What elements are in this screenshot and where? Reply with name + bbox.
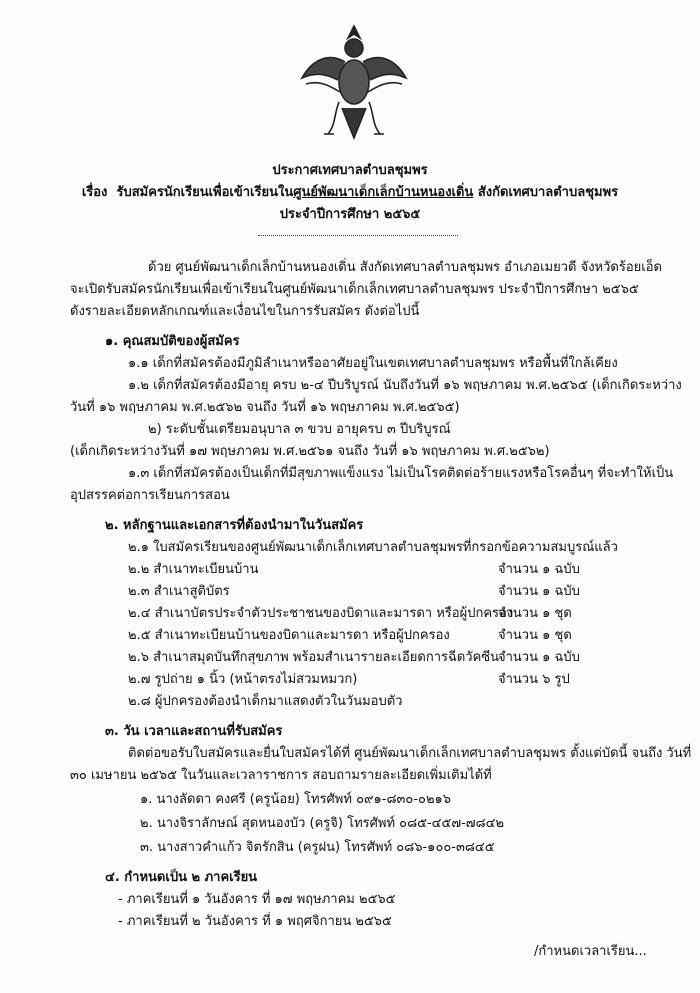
subject-label: เรื่อง <box>81 185 108 200</box>
divider <box>258 235 458 236</box>
document-item-qty: จำนวน ๑ ชุด <box>498 628 572 643</box>
intro-line: ด้วย ศูนย์พัฒนาเด็กเล็กบ้านหนองเดิ่น สังกัดเทศบาลตำบลชุมพร อำเภอเมยวดี จังหวัดร้อยเอ็ด <box>148 260 662 275</box>
subject-main: รับสมัครนักเรียนเพื่อเข้าเรียนใน <box>116 185 294 200</box>
document-item-label: ๒.๒ สำเนาทะเบียนบ้าน <box>128 562 259 577</box>
section3-title: ๓. วัน เวลาและสถานที่รับสมัคร <box>105 724 283 739</box>
section1-line: ๑.๑ เด็กที่สมัครต้องมีภูมิลำเนาหรืออาศัยอยู่ในเขตเทศบาลตำบลชุมพร หรือพื้นที่ใกล้เคียง <box>128 356 618 371</box>
semester-line: - ภาคเรียนที่ ๒ วันอังคาร ที่ ๑ พฤศจิกายน ๒๕๖๕ <box>118 914 392 929</box>
intro-line: ดังรายละเอียดหลักเกณฑ์และเงื่อนไขในการรับสมัคร ดังต่อไปนี้ <box>70 304 420 319</box>
document-item-label: ๒.๕ สำเนาทะเบียนบ้านของบิดาและมารดา หรือผู้ปกครอง <box>128 628 450 643</box>
contact-item: ๓. นางสาวคำแก้ว จิตรักสิน (ครูฝน) โทรศัพท์ ๐๘๖-๑๐๐-๓๘๔๕ <box>140 840 495 855</box>
section1-line: ๑.๒ เด็กที่สมัครต้องมีอายุ ครบ ๒-๔ ปีบริบูรณ์ นับถึงวันที่ ๑๖ พฤษภาคม พ.ศ.๒๕๖๕ (เด็กเกิดระหว่าง <box>128 378 682 393</box>
section1-line: วันที่ ๑๖ พฤษภาคม พ.ศ.๒๕๖๒ จนถึง วันที่ ๑๖ พฤษภาคม พ.ศ.๒๕๖๕) <box>70 400 460 415</box>
document-item-qty: จำนวน ๑ ฉบับ <box>498 584 580 599</box>
document-item-label: ๒.๖ สำเนาสมุดบันทึกสุขภาพ พร้อมสำเนารายละเอียดการฉีดวัคซีน <box>128 650 499 665</box>
section1-line: อุปสรรคต่อการเรียนการสอน <box>70 488 230 503</box>
subject-school-name: ศูนย์พัฒนาเด็กเล็กบ้านหนองเดิ่น <box>293 185 474 200</box>
section2-last-item: ๒.๘ ผู้ปกครองต้องนำเด็กมาแสดงตัวในวันมอบตัว <box>128 694 403 709</box>
academic-year: ประจำปีการศึกษา ๒๕๖๕ <box>279 207 421 222</box>
document-item-label: ๒.๗ รูปถ่าย ๑ นิ้ว (หน้าตรงไม่สวมหมวก) <box>128 672 358 687</box>
section1-line: ๒) ระดับชั้นเตรียมอนุบาล ๓ ขวบ อายุครบ ๓ ปีบริบูรณ์ <box>148 422 451 437</box>
section1-line: ๑.๓ เด็กที่สมัครต้องเป็นเด็กที่มีสุขภาพแข็งแรง ไม่เป็นโรคติดต่อร้ายแรงหรือโรคอื่นๆ ที่จะทำให้เป็น <box>128 466 674 481</box>
intro-line: จะเปิดรับสมัครนักเรียนเพื่อเข้าเรียนในศูนย์พัฒนาเด็กเล็กเทศบาลตำบลชุมพร ประจำปีการศึกษา ๒๕๖๕ <box>70 282 639 297</box>
document-item-label: ๒.๔ สำเนาบัตรประจำตัวประชาชนของบิดาและมารดา หรือผู้ปกครอง <box>128 606 514 621</box>
announcement-title: ประกาศเทศบาลตำบลชุมพร <box>272 163 428 178</box>
semester-line: - ภาคเรียนที่ ๑ วันอังคาร ที่ ๑๗ พฤษภาคม ๒๕๖๕ <box>118 892 396 907</box>
section3-line: ติดต่อขอรับใบสมัครและยื่นใบสมัครได้ที่ ศูนย์พัฒนาเด็กเล็กเทศบาลตำบลชุมพร ตั้งแต่บัดนี้ จนถึง วันที่ <box>128 746 692 761</box>
subject-line <box>0 185 700 201</box>
section1-title: ๑. คุณสมบัติของผู้สมัคร <box>105 334 240 349</box>
section3-line: ๓๐ เมษายน ๒๕๖๕ ในวันและเวลาราชการ สอบถามรายละเอียดเพิ่มเติมได้ที่ <box>70 768 492 783</box>
document-item-qty: จำนวน ๑ ชุด <box>498 606 572 621</box>
contact-item: ๑. นางลัดดา คงศรี (ครูน้อย) โทรศัพท์ ๐๙๑-๘๓๐-๐๒๑๖ <box>140 792 452 807</box>
document-item-label: ๒.๓ สำเนาสูติบัตร <box>128 584 230 599</box>
section2-first-item: ๒.๑ ใบสมัครเรียนของศูนย์พัฒนาเด็กเล็กเทศบาลตำบลชุมพรที่กรอกข้อความสมบูรณ์แล้ว <box>128 540 618 555</box>
subject-tail: สังกัดเทศบาลตำบลชุมพร <box>477 185 619 200</box>
contact-item: ๒. นางจิราลักษณ์ สุดหนองบัว (ครูจิ) โทรศัพท์ ๐๘๕-๔๕๗-๗๘๔๒ <box>140 816 505 831</box>
section1-line: (เด็กเกิดระหว่างวันที่ ๑๗ พฤษภาคม พ.ศ.๒๕๖๑ จนถึง วันที่ ๑๖ พฤษภาคม พ.ศ.๒๕๖๒) <box>70 444 550 459</box>
document-item-qty: จำนวน ๑ ฉบับ <box>498 562 580 577</box>
document-item-qty: จำนวน ๖ รูป <box>498 672 570 687</box>
garuda-emblem-icon <box>298 22 410 142</box>
document-item-qty: จำนวน ๑ ฉบับ <box>498 650 580 665</box>
section4-title: ๔. กำหนดเป็น ๒ ภาคเรียน <box>105 870 258 885</box>
section2-title: ๒. หลักฐานและเอกสารที่ต้องนำมาในวันสมัคร <box>105 518 364 533</box>
continued-footer: /กำหนดเวลาเรียน... <box>534 944 647 959</box>
